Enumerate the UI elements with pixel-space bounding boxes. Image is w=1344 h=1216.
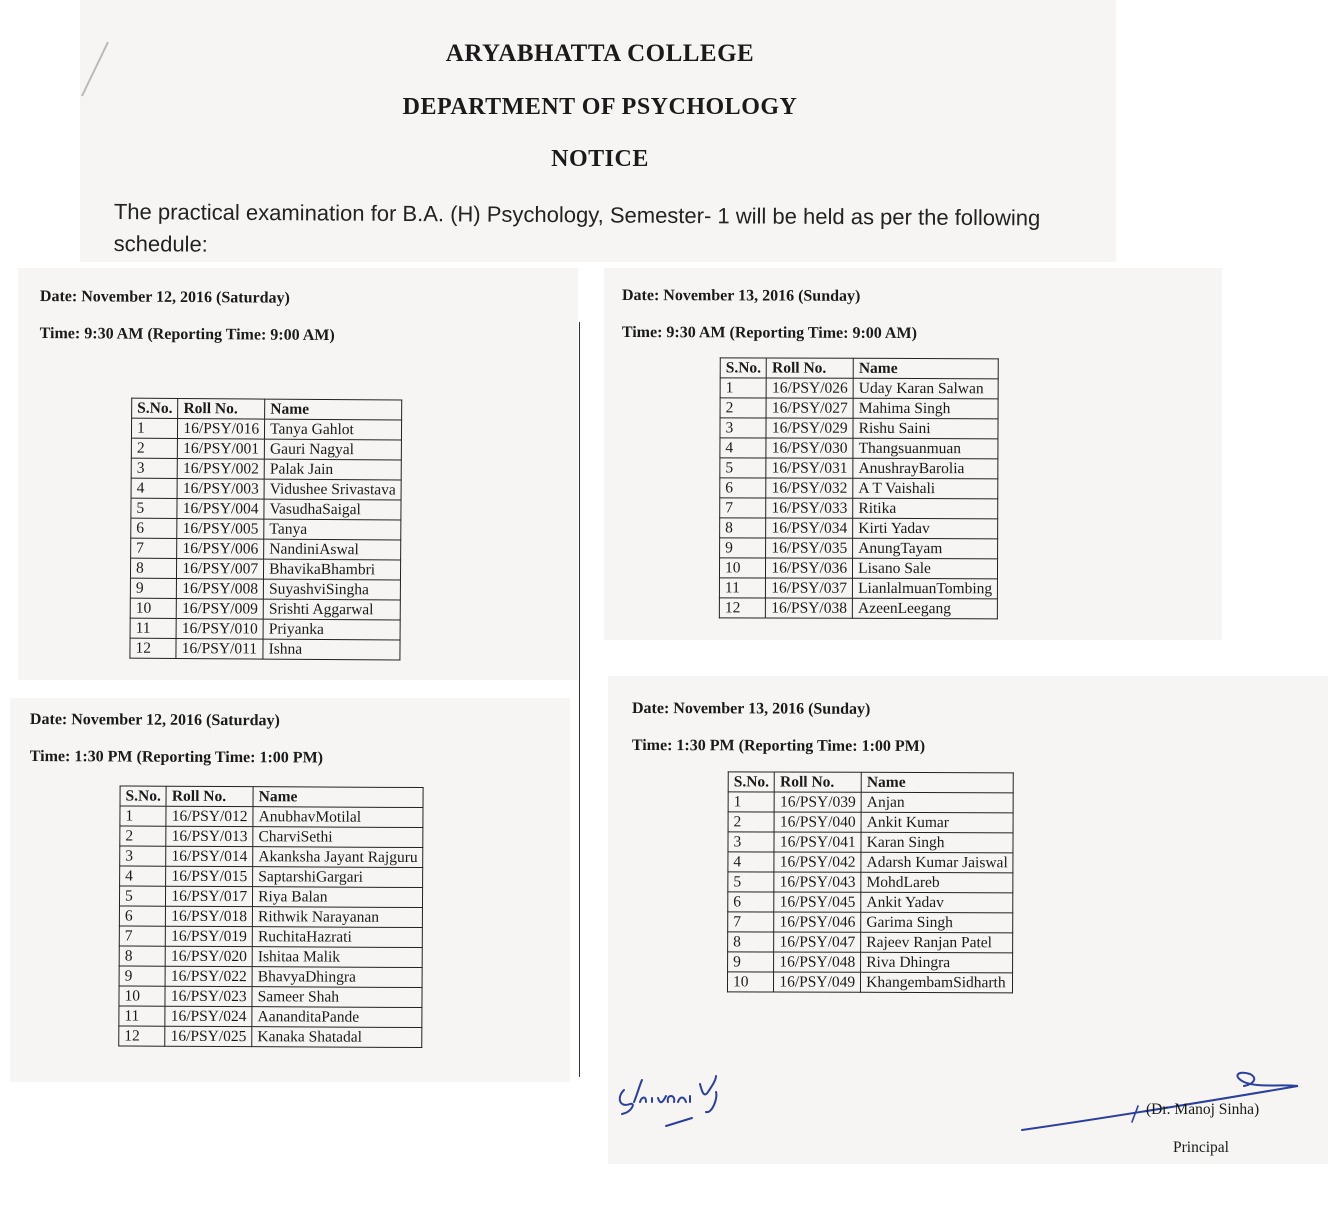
table-row: [719, 598, 997, 619]
table-row: [720, 538, 998, 559]
sno-cell: 2: [120, 826, 166, 846]
roll-cell: 16/PSY/006: [177, 538, 264, 559]
table-row: [130, 598, 400, 620]
sno-cell: 11: [130, 618, 176, 638]
column-header-roll: Roll No.: [166, 786, 253, 806]
name-cell: Rajeev Ranjan Patel: [861, 932, 1013, 953]
roll-cell: 16/PSY/038: [766, 598, 853, 618]
column-divider: [579, 322, 580, 1077]
roll-cell: 16/PSY/022: [165, 966, 252, 986]
roll-cell: 16/PSY/035: [766, 538, 853, 558]
name-cell: AananditaPande: [252, 1007, 422, 1028]
sno-cell: 11: [119, 1006, 165, 1026]
name-cell: A T Vaishali: [853, 478, 998, 499]
sno-cell: 10: [727, 972, 773, 992]
name-cell: Rishu Saini: [853, 418, 998, 439]
name-cell: SuyashviSingha: [263, 579, 400, 600]
table-row: [719, 578, 997, 599]
table-header-row: [728, 772, 1013, 793]
roll-cell: 16/PSY/045: [774, 892, 861, 912]
sno-cell: 8: [720, 518, 766, 538]
name-cell: RuchitaHazrati: [252, 927, 422, 948]
roll-cell: 16/PSY/027: [766, 398, 853, 418]
name-cell: Akanksha Jayant Rajguru: [253, 847, 423, 868]
table-row: [728, 852, 1013, 873]
column-header-roll: Roll No.: [767, 358, 854, 378]
schedule-table: [727, 771, 1014, 993]
table-row: [728, 932, 1013, 953]
table-row: [119, 986, 423, 1008]
roll-cell: 16/PSY/041: [774, 832, 861, 852]
roll-cell: 16/PSY/037: [766, 578, 853, 598]
table-row: [119, 906, 423, 928]
sno-cell: 8: [119, 946, 165, 966]
sno-cell: 12: [119, 1026, 165, 1046]
name-cell: Tanya Gahlot: [265, 419, 402, 440]
roll-cell: 16/PSY/025: [165, 1026, 252, 1046]
roll-cell: 16/PSY/032: [766, 478, 853, 498]
table-row: [130, 578, 400, 600]
table-row: [119, 1026, 423, 1048]
roll-cell: 16/PSY/018: [166, 906, 253, 926]
name-cell: Adarsh Kumar Jaiswal: [861, 852, 1013, 873]
sno-cell: 9: [130, 578, 176, 598]
sno-cell: 4: [131, 478, 177, 498]
sno-cell: 2: [728, 812, 774, 832]
column-header-sno: S.No.: [728, 772, 774, 792]
roll-cell: 16/PSY/010: [176, 618, 263, 639]
table-row: [130, 618, 400, 640]
sno-cell: 10: [119, 986, 165, 1006]
table-row: [119, 926, 423, 948]
sno-cell: 2: [720, 398, 766, 418]
roll-cell: 16/PSY/049: [774, 972, 861, 992]
table-row: [728, 892, 1013, 913]
table-row: [131, 518, 401, 540]
schedule-time: Time: 9:30 AM (Reporting Time: 9:00 AM): [39, 324, 335, 345]
schedule-date: Date: November 12, 2016 (Saturday): [29, 711, 280, 730]
sno-cell: 4: [720, 438, 766, 458]
college-title: ARYABHATTA COLLEGE: [445, 40, 755, 67]
name-cell: MohdLareb: [861, 872, 1013, 893]
name-cell: Ishna: [263, 639, 400, 660]
table-row: [719, 558, 997, 579]
intro-paragraph: The practical examination for B.A. (H) Psychology, Semester- 1 will be held as per the following schedule:: [113, 198, 1041, 257]
name-cell: NandiniAswal: [264, 539, 401, 560]
schedule-table: [129, 398, 402, 661]
roll-cell: 16/PSY/042: [774, 852, 861, 872]
name-cell: KhangembamSidharth: [861, 972, 1013, 993]
table-row: [131, 418, 401, 440]
sno-cell: 7: [728, 912, 774, 932]
sno-cell: 3: [120, 846, 166, 866]
name-cell: Kanaka Shatadal: [252, 1027, 422, 1048]
schedule-table: [118, 785, 424, 1048]
table-row: [119, 1006, 423, 1028]
roll-cell: 16/PSY/020: [165, 946, 252, 966]
roll-cell: 16/PSY/005: [177, 518, 264, 539]
table-row: [119, 886, 423, 908]
table-row: [131, 458, 401, 480]
table-row: [720, 398, 998, 419]
sno-cell: 5: [720, 458, 766, 478]
table-row: [720, 378, 998, 399]
sno-cell: 5: [119, 886, 165, 906]
schedule-time: Time: 9:30 AM (Reporting Time: 9:00 AM): [621, 323, 917, 343]
sno-cell: 6: [720, 478, 766, 498]
schedule-table: [719, 357, 999, 619]
name-cell: Gauri Nagyal: [264, 439, 401, 460]
roll-cell: 16/PSY/014: [166, 846, 253, 866]
column-header-name: Name: [265, 399, 402, 420]
sno-cell: 6: [131, 518, 177, 538]
sno-cell: 12: [130, 638, 176, 658]
sno-cell: 10: [130, 598, 176, 618]
name-cell: AnushrayBarolia: [853, 458, 998, 479]
table-row: [728, 912, 1013, 933]
name-cell: Riya Balan: [253, 887, 423, 908]
name-cell: Lisano Sale: [853, 558, 998, 579]
table-row: [720, 518, 998, 539]
name-cell: Karan Singh: [861, 832, 1013, 853]
roll-cell: 16/PSY/017: [166, 886, 253, 906]
name-cell: AnubhavMotilal: [253, 807, 423, 828]
roll-cell: 16/PSY/046: [774, 912, 861, 932]
table-row: [720, 458, 998, 479]
name-cell: Rithwik Narayanan: [253, 907, 423, 928]
table-row: [120, 806, 424, 828]
roll-cell: 16/PSY/011: [176, 638, 263, 659]
roll-cell: 16/PSY/004: [177, 498, 264, 519]
sno-cell: 12: [719, 598, 765, 618]
name-cell: Riva Dhingra: [861, 952, 1013, 973]
table-row: [131, 478, 401, 500]
name-cell: Garima Singh: [861, 912, 1013, 933]
name-cell: CharviSethi: [253, 827, 423, 848]
table-row: [728, 812, 1013, 833]
notice-title: NOTICE: [551, 146, 649, 172]
name-cell: Tanya: [264, 519, 401, 540]
name-cell: Vidushee Srivastava: [264, 479, 401, 500]
name-cell: Ankit Kumar: [861, 812, 1013, 833]
roll-cell: 16/PSY/031: [766, 458, 853, 478]
name-cell: Priyanka: [263, 619, 400, 640]
schedule-time: Time: 1:30 PM (Reporting Time: 1:00 PM): [631, 736, 926, 756]
sno-cell: 1: [720, 378, 766, 398]
table-row: [720, 478, 998, 499]
schedule-date: Date: November 13, 2016 (Sunday): [631, 700, 871, 718]
table-row: [720, 418, 998, 439]
table-row: [130, 558, 400, 580]
roll-cell: 16/PSY/039: [774, 792, 861, 812]
roll-cell: 16/PSY/033: [766, 498, 853, 518]
sno-cell: 8: [130, 558, 176, 578]
name-cell: Sameer Shah: [252, 987, 422, 1008]
name-cell: Kirti Yadav: [853, 518, 998, 539]
table-row: [119, 966, 423, 988]
column-header-sno: S.No.: [132, 398, 178, 418]
roll-cell: 16/PSY/003: [177, 478, 264, 499]
table-row: [727, 972, 1012, 993]
column-header-name: Name: [253, 787, 423, 808]
table-header-row: [720, 358, 998, 379]
schedule-date: Date: November 12, 2016 (Saturday): [39, 288, 290, 307]
roll-cell: 16/PSY/012: [166, 806, 253, 826]
name-cell: Ishitaa Malik: [252, 947, 422, 968]
department-title: DEPARTMENT OF PSYCHOLOGY: [402, 94, 798, 120]
sno-cell: 7: [131, 538, 177, 558]
sno-cell: 7: [720, 498, 766, 518]
column-header-roll: Roll No.: [775, 772, 862, 792]
table-row: [131, 498, 401, 520]
roll-cell: 16/PSY/034: [766, 518, 853, 538]
table-header-row: [120, 786, 424, 808]
sno-cell: 10: [719, 558, 765, 578]
name-cell: Palak Jain: [264, 459, 401, 480]
table-row: [720, 498, 998, 519]
table-row: [728, 792, 1013, 813]
roll-cell: 16/PSY/040: [774, 812, 861, 832]
roll-cell: 16/PSY/048: [774, 952, 861, 972]
sno-cell: 8: [728, 932, 774, 952]
roll-cell: 16/PSY/008: [177, 578, 264, 599]
table-row: [119, 946, 423, 968]
sno-cell: 7: [119, 926, 165, 946]
sno-cell: 5: [131, 498, 177, 518]
roll-cell: 16/PSY/024: [165, 1006, 252, 1026]
roll-cell: 16/PSY/001: [178, 438, 265, 459]
table-row: [120, 826, 424, 848]
name-cell: AzeenLeegang: [852, 598, 997, 619]
table-header-row: [132, 398, 402, 420]
roll-cell: 16/PSY/007: [177, 558, 264, 579]
roll-cell: 16/PSY/023: [165, 986, 252, 1006]
sno-cell: 9: [119, 966, 165, 986]
roll-cell: 16/PSY/016: [178, 418, 265, 439]
sno-cell: 3: [131, 458, 177, 478]
name-cell: Srishti Aggarwal: [263, 599, 400, 620]
roll-cell: 16/PSY/043: [774, 872, 861, 892]
roll-cell: 16/PSY/002: [178, 458, 265, 479]
name-cell: SaptarshiGargari: [253, 867, 423, 888]
name-cell: Thangsuanmuan: [853, 438, 998, 459]
name-cell: Uday Karan Salwan: [853, 378, 998, 399]
sno-cell: 4: [120, 866, 166, 886]
column-header-name: Name: [853, 358, 998, 379]
name-cell: BhavikaBhambri: [264, 559, 401, 580]
sno-cell: 2: [131, 438, 177, 458]
roll-cell: 16/PSY/036: [766, 558, 853, 578]
table-row: [131, 538, 401, 560]
roll-cell: 16/PSY/013: [166, 826, 253, 846]
schedule-date: Date: November 13, 2016 (Sunday): [621, 287, 861, 305]
column-header-sno: S.No.: [120, 786, 166, 806]
table-row: [120, 866, 424, 888]
name-cell: LianlalmuanTombing: [853, 578, 998, 599]
principal-name: (Dr. Manoj Sinha): [1146, 1101, 1260, 1118]
name-cell: Ankit Yadav: [861, 892, 1013, 913]
column-header-roll: Roll No.: [178, 398, 265, 419]
table-row: [131, 438, 401, 460]
sno-cell: 9: [720, 538, 766, 558]
name-cell: Mahima Singh: [853, 398, 998, 419]
table-row: [720, 438, 998, 459]
name-cell: Anjan: [861, 792, 1013, 813]
roll-cell: 16/PSY/029: [766, 418, 853, 438]
principal-title: Principal: [1173, 1139, 1229, 1156]
sno-cell: 1: [131, 418, 177, 438]
roll-cell: 16/PSY/030: [766, 438, 853, 458]
roll-cell: 16/PSY/009: [177, 598, 264, 619]
sno-cell: 1: [728, 792, 774, 812]
sno-cell: 6: [119, 906, 165, 926]
handwritten-signature: [612, 1062, 742, 1132]
column-header-name: Name: [861, 772, 1013, 793]
roll-cell: 16/PSY/047: [774, 932, 861, 952]
sno-cell: 9: [728, 952, 774, 972]
roll-cell: 16/PSY/015: [166, 866, 253, 886]
sno-cell: 4: [728, 852, 774, 872]
name-cell: AnungTayam: [853, 538, 998, 559]
roll-cell: 16/PSY/026: [766, 378, 853, 398]
name-cell: VasudhaSaigal: [264, 499, 401, 520]
roll-cell: 16/PSY/019: [166, 926, 253, 946]
table-row: [728, 952, 1013, 973]
column-header-sno: S.No.: [720, 358, 766, 378]
sno-cell: 3: [728, 832, 774, 852]
table-row: [728, 832, 1013, 853]
sno-cell: 11: [719, 578, 765, 598]
schedule-time: Time: 1:30 PM (Reporting Time: 1:00 PM): [29, 747, 324, 767]
sno-cell: 6: [728, 892, 774, 912]
sno-cell: 5: [728, 872, 774, 892]
sno-cell: 1: [120, 806, 166, 826]
table-row: [120, 846, 424, 868]
name-cell: Ritika: [853, 498, 998, 519]
name-cell: BhavyaDhingra: [252, 967, 422, 988]
table-row: [130, 638, 400, 660]
sno-cell: 3: [720, 418, 766, 438]
table-row: [728, 872, 1013, 893]
